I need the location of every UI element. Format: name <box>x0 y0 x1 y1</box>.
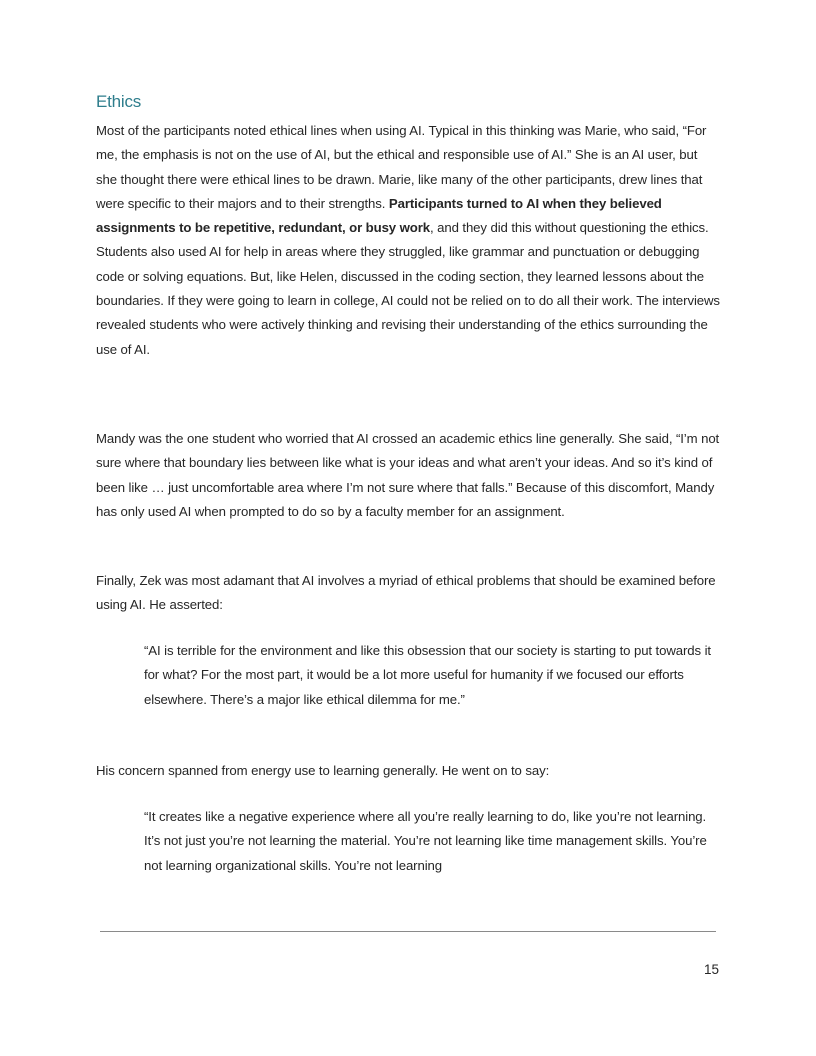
paragraph-marie <box>96 119 720 362</box>
text-run: Most of the participants noted ethical lines when using AI. Typical in this thinking was Marie, who said, “For me, the emphasis is not on the use of AI, but the ethical and responsible use of AI.” She is an AI user, but she thought there were ethical lines to be drawn. Marie, like many of the other participants, drew lines that were specific to their majors and to their strengths. <box>96 123 707 211</box>
paragraph-text: His concern spanned from energy use to learning generally. He went on to say: <box>96 763 550 778</box>
bold-finding: Participants turned to AI when they believed assignments to be repetitive, redundant, or busy work <box>96 195 662 236</box>
paragraph-text <box>96 119 720 362</box>
quote-text: “It creates like a negative experience where all you’re really learning to do, like you’re not learning. It’s not just you’re not learning the material. You’re not learning like time management skills. You’re not learning organizational skills. You’re not learning <box>144 809 707 873</box>
text-run: , and they did this without questioning the ethics. Students also used AI for help in areas where they struggled, like grammar and punctuation or debugging code or solving equations. But, like Helen, discussed in the coding section, they learned lessons about the boundaries. If they were going to learn in college, AI could not be relied on to do all their work. The interviews revealed students who were actively thinking and revising their understanding of the ethics surrounding the use of AI. <box>96 220 720 357</box>
page-number: 15 <box>703 962 719 977</box>
paragraph-zek-concern <box>96 759 720 783</box>
section-heading: Ethics <box>96 92 142 111</box>
paragraph-text: Mandy was the one student who worried that AI crossed an academic ethics line generally. She said, “I’m not sure where that boundary lies between like what is your ideas and what aren’t your ideas. And so it’s kind of been like … just uncomfortable area where I’m not sure where that falls.” Because of this discomfort, Mandy has only used AI when prompted to do so by a faculty member for an assignment. <box>96 431 720 519</box>
block-quote-zek-environment <box>144 639 718 712</box>
paragraph-zek-intro <box>96 569 720 618</box>
quote-text: “AI is terrible for the environment and like this obsession that our society is starting to put towards it for what? For the most part, it would be a lot more useful for humanity if we focused our efforts elsewhere. There’s a major like ethical dilemma for me.” <box>144 643 711 707</box>
block-quote-zek-learning <box>144 805 722 878</box>
paragraph-mandy <box>96 427 720 524</box>
paragraph-text: Finally, Zek was most adamant that AI involves a myriad of ethical problems that should be examined before using AI. He asserted: <box>96 573 716 613</box>
footer-divider <box>100 931 716 932</box>
